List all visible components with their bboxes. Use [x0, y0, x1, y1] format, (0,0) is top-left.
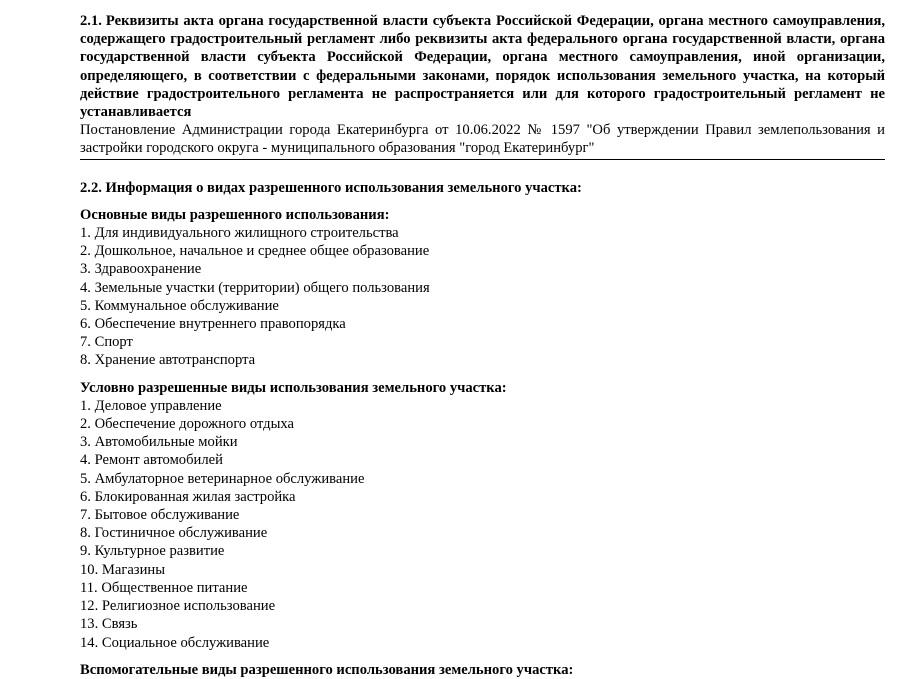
main-use-item: 7. Спорт — [80, 334, 133, 351]
conditional-use-item: 12. Религиозное использование — [80, 598, 276, 615]
conditional-use-item: 5. Амбулаторное ветеринарное обслуживание — [80, 470, 365, 487]
main-use-item: 3. Здравоохранение — [80, 261, 202, 278]
permitted-use-heading: 2.2. Информация о видах разрешенного использования земельного участка: — [80, 179, 582, 196]
main-use-item: 8. Хранение автотранспорта — [80, 352, 256, 369]
main-use-item: 1. Для индивидуального жилищного строительства — [80, 225, 399, 242]
conditional-use-item: 7. Бытовое обслуживание — [80, 507, 240, 524]
conditional-use-item: 1. Деловое управление — [80, 397, 222, 414]
main-use-item: 2. Дошкольное, начальное и среднее общее образование — [80, 243, 430, 260]
main-use-item: 5. Коммунальное обслуживание — [80, 297, 279, 314]
conditional-use-item: 3. Автомобильные мойки — [80, 434, 238, 451]
main-uses-list — [80, 224, 885, 370]
auxiliary-uses-heading: Вспомогательные виды разрешенного использования земельного участка: — [80, 661, 574, 678]
conditional-use-item: 14. Социальное обслуживание — [80, 634, 270, 651]
main-uses-heading: Основные виды разрешенного использования: — [80, 206, 390, 223]
conditional-use-item: 2. Обеспечение дорожного отдыха — [80, 416, 294, 433]
conditional-use-item: 9. Культурное развитие — [80, 543, 225, 560]
requisites-heading-text: Реквизиты акта органа государственной власти субъекта Российской Федерации, органа местного самоуправления, содержащего градостроительный регламент либо реквизиты акта федерального органа государственной власти, органа государственной власти субъекта Российской Федерации, органа местного самоуправления, иной организации, определяющего, в соответствии с федеральными законами, порядок использования земельного участка, на который действие градостроительного регламента не распространяется или для которого градостроительный регламент не устанавливается — [80, 13, 885, 121]
requisites-value: Постановление Администрации города Екатеринбурга от 10.06.2022 № 1597 "Об утверждении Правил землепользования и застройки городского округа - муниципального образования "город Екатеринбург" — [80, 121, 885, 159]
main-use-item: 4. Земельные участки (территории) общего пользования — [80, 279, 430, 296]
conditional-uses-list — [80, 397, 885, 652]
conditional-use-item: 4. Ремонт автомобилей — [80, 452, 223, 469]
main-use-item: 6. Обеспечение внутреннего правопорядка — [80, 316, 346, 333]
requisites-heading — [80, 12, 885, 121]
conditional-use-item: 6. Блокированная жилая застройка — [80, 488, 296, 505]
conditional-uses-heading: Условно разрешенные виды использования земельного участка: — [80, 379, 507, 396]
conditional-use-item: 8. Гостиничное обслуживание — [80, 525, 268, 542]
conditional-use-item: 13. Связь — [80, 616, 138, 633]
conditional-use-item: 10. Магазины — [80, 561, 165, 578]
document-page — [80, 12, 885, 679]
conditional-use-item: 11. Общественное питание — [80, 579, 248, 596]
requisites-number: 2.1. — [80, 13, 102, 29]
